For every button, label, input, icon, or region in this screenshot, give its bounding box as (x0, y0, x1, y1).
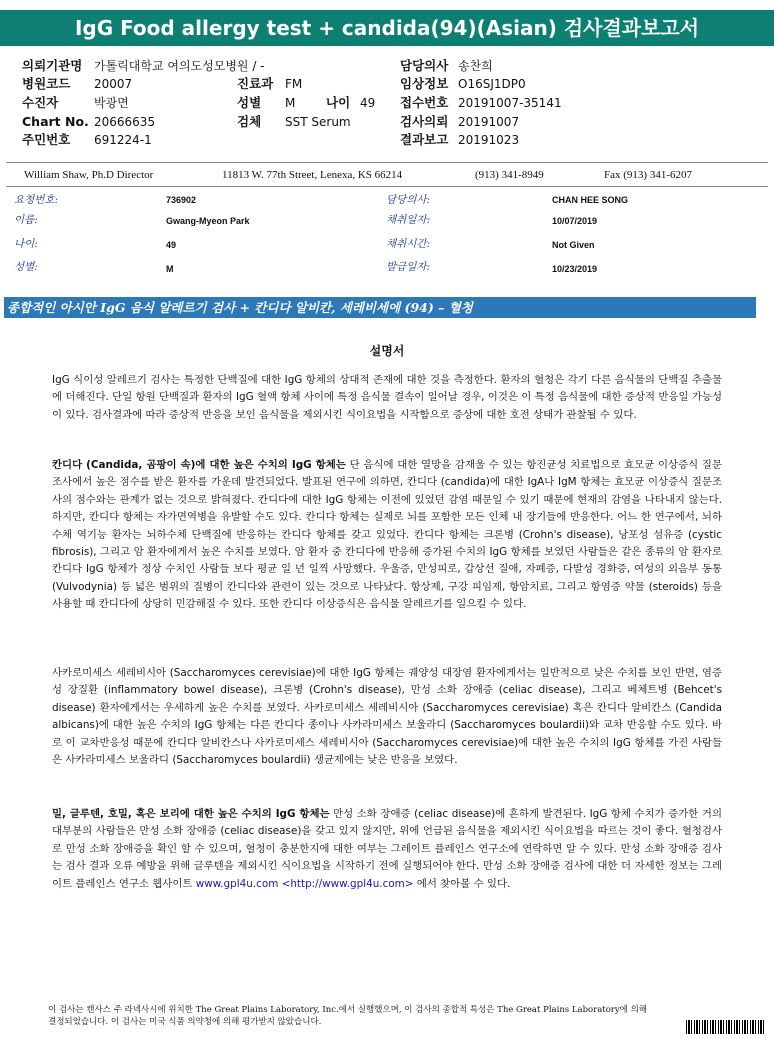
value-hospital-code: 20007 (94, 77, 133, 91)
paragraph-candida (52, 457, 722, 614)
label-request-no: 요청번호: (14, 194, 59, 206)
value-report-date: 20191023 (458, 133, 520, 147)
value-patient-age: 49 (166, 240, 177, 250)
value-department: FM (285, 77, 303, 91)
label-physician: 담당의사: (386, 194, 431, 206)
label-request-date: 검사의뢰 (400, 114, 449, 129)
value-chart-no: 20666635 (94, 115, 156, 129)
paragraph-candida-heading: 칸디다 (Candida, 곰팡이 속)에 대한 높은 수치의 IgG 항체는 (52, 459, 346, 471)
value-issue-date: 10/23/2019 (552, 264, 598, 274)
value-patient: 박광면 (94, 96, 129, 110)
label-issue-date: 발급일자: (386, 261, 431, 273)
label-department: 진료과 (237, 76, 274, 91)
lab-divider (6, 186, 768, 187)
value-receipt-no: 20191007-35141 (458, 96, 562, 110)
value-specimen: SST Serum (285, 115, 351, 129)
label-age: 나이 (326, 95, 351, 110)
paragraph-saccharomyces (52, 665, 722, 769)
label-specimen: 검체 (237, 114, 262, 129)
value-physician: CHAN HEE SONG (552, 195, 629, 205)
paragraph-saccharomyces-text: 사카로미세스 세레비시아 (Saccharomyces cerevisiae)에 대한 IgG 항체는 궤양성 대장염 환자에게서는 일반적으로 낮은 수치를 보인 반면, 염증성 장질환 (inflammatory bowel disease), 크론병 (Crohn's disease), 만성 소화 장애증 (celiac disease), 그리고 베체트병 (Behcet's disease) 환자에게서는 우세하게 높은 수치를 보였다. 사카로미세스 세레비시아 (Saccharomyces cerevisiae) 혹은 칸디다 알비칸스 (Candida albicans)에 대한 높은 수치의 IgG 항체는 다른 칸디다 종이나 사카라미세스 보울라디 (Saccharomyces boulardii)와 교차 반응할 수도 있다. 바로 이 교차반응성 때문에 칸디다 알비칸스나 사카로미세스 세레비시아 (Saccharomyces cerevisiae)에 대한 높은 수치의 IgG 항체를 가진 사람들은 사카라미세스 보울라디 (Saccharomyces boulardii) 생균제에는 낮은 반응을 보였다. (52, 667, 722, 767)
lab-phone: (913) 341-8949 (475, 169, 544, 181)
paragraph-candida-text: 단 음식에 대한 열망을 감재울 수 있는 항진균성 치료법으로 효모균 이상증식 질문조사에서 높은 점수를 받은 환자를 가운데 발견되었다. 발표된 연구에 의하면, 칸디다 (candida)에 대한 IgA나 IgM 항체는 효모균 이상증식 질문조사의 점수와는 관계가 없는 것으로 밝혀졌다. 칸디다에 대한 IgG 항체는 이전에 있었던 감염 때문일 수 있기 때문에 현재의 감염을 나타내지 않는다. 하지만, 칸디다 항체는 자가면역병을 유발할 수도 있다. 칸디다 항체는 실제로 뇌를 포함한 모든 인체 내 장기들에 반응한다. 어느 한 연구에서, 뇌하수체 역기능 환자는 뇌하수체 단백질에 반응하는 칸디다 항체를 갖고 있었다. 칸디다 항체는 크론병 (Crohn's disease), 낭포성 섬유증 (cystic fibrosis), 그리고 암 환자에게서 높은 수치를 보였다. 암 환자 중 칸디다에 반응해 증가된 수치의 IgG 항체를 보였던 사람들은 같은 종류의 암 환자로 칸디다 IgG 항체가 정상 수치인 사람들 보다 평균 일 년 일찍 사망했다. 우울증, 만성피로, 갑상선 질애, 자폐증, 다발성 경화증, 여성의 외음부 동통 (Vulvodynia) 등 넓은 범위의 질병이 칸디다와 관련이 있는 것으로 나타났다. 항상제, 구강 피임제, 항암치료, 그리고 항염증 약물 (steroids) 등을 사용할 때 칸디다에 상당히 민감해질 수 있다. 또한 칸디다 이상증식은 음식물 알레르기를 일으킬 수 있다. (52, 459, 722, 611)
website-url-link[interactable]: <http://www.gpl4u.com> (281, 877, 414, 890)
paragraph-gluten-text: 만성 소화 장애증 (celiac disease)에 흔하게 발견된다. IgG 항체 수치가 증가한 거의 대부분의 사람들은 만성 소화 장애증 (celiac disease)을 갖고 있지 않지만, 위에 언급된 음식물을 제외시킨 식이요법을 따르는 것이 좋다. 혈청검사로 만성 소화 장애증을 확인 할 수 있으며, 혈청이 충분한지에 대한 여부는 그레이트 플레인스 연구소에 연락하면 알 수 있다. 만성 소화 장애증 검사는 검사 결과 오류 예방을 위해 글루텐을 제외시킨 식이요법을 시작하기 전에 실행되어야 한다. 만성 소화 장애증 검사에 대한 더 자세한 정보는 그레이트 플레인스 연구소 웹사이트 (52, 808, 722, 890)
label-sex: 성별 (237, 95, 262, 110)
value-request-no: 736902 (166, 195, 197, 205)
lab-fax: Fax (913) 341-6207 (604, 169, 692, 181)
footer-disclaimer: 이 검사는 캔사스 주 라넥사시에 위치한 The Great Plains Laboratory, Inc.에서 실행했으며, 이 검사의 종합적 특성은 The Great Plains Laboratory에 의해 결정되었습니다. 이 검사는 미국 식품 의약청에 의해 평가받지 않았습니다. (48, 1005, 648, 1027)
label-patient: 수진자 (22, 95, 59, 110)
label-patient-sex: 성별: (14, 261, 38, 273)
label-chart-no: Chart No. (22, 114, 89, 129)
value-resident-no: 691224-1 (94, 133, 152, 147)
paragraph-gluten-tail: 에서 찾아볼 수 있다. (413, 877, 511, 890)
header-divider (6, 162, 768, 163)
test-subtitle: 종합적인 아시안 IgG 음식 알레르기 검사 + 칸디다 알비칸, 세레비세에 (94) – 혈청 (4, 297, 756, 318)
value-collection-date: 10/07/2019 (552, 216, 598, 226)
paragraph-intro (52, 372, 722, 424)
value-institution: 가톨릭대학교 여의도성모병원 / - (94, 59, 265, 73)
label-hospital-code: 병원코드 (22, 76, 71, 91)
barcode (686, 1020, 766, 1034)
value-doctor: 송찬희 (458, 59, 493, 73)
value-sex: M (285, 96, 296, 110)
paragraph-intro-text: IgG 식이성 알레르기 검사는 특정한 단백질에 대한 IgG 항체의 상대적 존재에 대한 것을 측정한다. 환자의 혈청은 각기 다른 음식물의 단백질 추출물에 더해진다. 단일 항원 단백질과 환자의 IgG 혈액 항체 사이에 특정 음식물 결속이 일어날 경우, 이것은 이 특정 음식물에 대한 증상적 반응일 가능성이 있다. 검사결과에 따라 증상적 반응을 보인 음식물을 제외시킨 식이요법을 시작함으로 증상에 대한 호전 상태가 관찰될 수 있다. (52, 374, 722, 421)
paragraph-gluten-heading: 밀, 글루텐, 호밀, 혹은 보리에 대한 높은 수치의 IgG 항체는 (52, 808, 330, 820)
label-report-date: 결과보고 (400, 132, 449, 147)
label-receipt-no: 접수번호 (400, 95, 449, 110)
label-collection-date: 채취일자: (386, 214, 431, 226)
value-clinical-info: O16SJ1DP0 (458, 77, 526, 91)
value-request-date: 20191007 (458, 115, 520, 129)
report-title: IgG Food allergy test + candida(94)(Asian) 검사결과보고서 (0, 10, 774, 46)
website-link[interactable]: www.gpl4u.com (195, 877, 279, 890)
label-collection-time: 채취시간: (386, 238, 431, 250)
label-doctor: 담당의사 (400, 58, 449, 73)
paragraph-gluten (52, 806, 722, 893)
label-resident-no: 주민번호 (22, 132, 71, 147)
label-patient-age: 나이: (14, 238, 38, 250)
value-patient-sex: M (166, 264, 174, 274)
section-title: 설명서 (369, 344, 405, 358)
value-collection-time: Not Given (552, 240, 595, 250)
label-institution: 의뢰기관명 (22, 58, 83, 73)
label-name: 이름: (14, 214, 38, 226)
value-name: Gwang-Myeon Park (166, 216, 250, 226)
value-age: 49 (360, 96, 376, 110)
lab-address: 11813 W. 77th Street, Lenexa, KS 66214 (222, 169, 403, 181)
lab-director: William Shaw, Ph.D Director (24, 169, 154, 181)
label-clinical-info: 임상정보 (400, 76, 449, 91)
